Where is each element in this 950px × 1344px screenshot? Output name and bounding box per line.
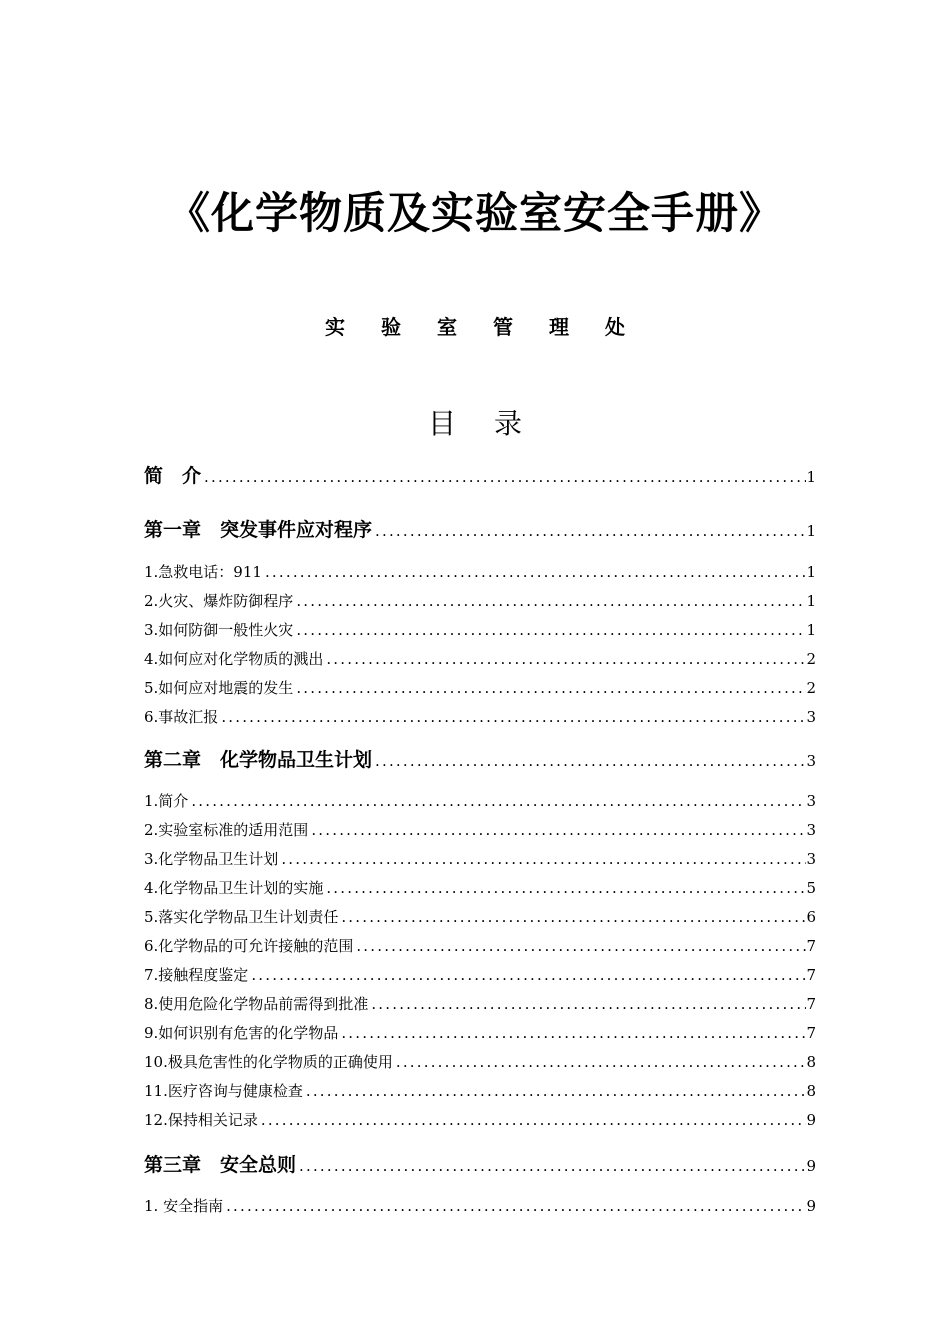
toc-entry-label: 第二章 化学物品卫生计划: [144, 749, 373, 771]
toc-entry-page: 7: [806, 937, 816, 955]
toc-leader-dots: [223, 1193, 806, 1219]
toc-entry-label: 1.简介: [144, 792, 189, 810]
toc-entry[interactable]: [144, 559, 816, 585]
toc-leader-dots: [201, 461, 806, 492]
toc-entry[interactable]: [144, 514, 816, 546]
toc-entry-label: 10.极具危害性的化学物质的正确使用: [144, 1053, 393, 1071]
toc-entry-page: 1: [806, 621, 816, 639]
toc-entry-page: 7: [806, 966, 816, 984]
toc-leader-dots: [258, 1107, 807, 1133]
toc-leader-dots: [338, 1020, 806, 1046]
toc-leader-dots: [393, 1049, 807, 1075]
toc-entry-page: 9: [806, 1111, 816, 1129]
toc-entry-page: 1: [806, 522, 816, 540]
toc-entry[interactable]: [144, 646, 816, 672]
toc-entry-label: 3.化学物品卫生计划: [144, 850, 279, 868]
toc-entry[interactable]: [144, 904, 816, 930]
toc-entry-label: 7.接触程度鉴定: [144, 966, 249, 984]
toc-leader-dots: [338, 904, 806, 930]
issuer-department: 实验室管理处: [325, 315, 661, 339]
toc-entry-page: 5: [806, 879, 816, 897]
toc-entry[interactable]: [144, 962, 816, 988]
toc-leader-dots: [323, 646, 806, 672]
toc-entry-page: 3: [806, 708, 816, 726]
toc-entry-label: 第一章 突发事件应对程序: [144, 519, 373, 541]
toc-leader-dots: [372, 515, 806, 546]
toc-entry-label: 8.使用危险化学物品前需得到批准: [144, 995, 369, 1013]
toc-entry-label: 2.实验室标准的适用范围: [144, 821, 309, 839]
toc-entry-label: 11.医疗咨询与健康检查: [144, 1082, 303, 1100]
toc-entry-label: 6.化学物品的可允许接触的范围: [144, 937, 354, 955]
toc-entry[interactable]: [144, 588, 816, 614]
toc-entry-page: 1: [806, 592, 816, 610]
toc-leader-dots: [293, 588, 806, 614]
toc-entry-label: 简 介: [144, 465, 202, 487]
toc-entry-page: 2: [806, 650, 816, 668]
toc-entry-label: 4.化学物品卫生计划的实施: [144, 879, 324, 897]
toc-leader-dots: [188, 788, 806, 814]
toc-entry[interactable]: [144, 704, 816, 730]
toc-entry-label: 6.事故汇报: [144, 708, 219, 726]
toc-entry[interactable]: [144, 460, 816, 492]
toc-entry-page: 1: [806, 468, 816, 486]
toc-entry[interactable]: [144, 744, 816, 776]
toc-entry-page: 3: [806, 821, 816, 839]
toc-leader-dots: [293, 675, 806, 701]
toc-entry[interactable]: [144, 1107, 816, 1133]
toc-entry-page: 7: [806, 1024, 816, 1042]
toc-entry-label: 5.如何应对地震的发生: [144, 679, 294, 697]
toc-entry[interactable]: [144, 991, 816, 1017]
toc-heading: 目录: [427, 407, 560, 440]
toc-entry-label: 1.急救电话：911: [144, 563, 262, 581]
toc-entry[interactable]: [144, 1020, 816, 1046]
toc-leader-dots: [296, 1150, 806, 1181]
toc-entry-page: 8: [806, 1053, 816, 1071]
toc-entry-label: 5.落实化学物品卫生计划责任: [144, 908, 339, 926]
toc-leader-dots: [368, 991, 806, 1017]
toc-entry-label: 12.保持相关记录: [144, 1111, 258, 1129]
toc-entry[interactable]: [144, 617, 816, 643]
toc-entry-page: 1: [806, 563, 816, 581]
toc-leader-dots: [353, 933, 806, 959]
toc-entry-page: 7: [806, 995, 816, 1013]
toc-leader-dots: [303, 1078, 807, 1104]
toc-entry[interactable]: [144, 933, 816, 959]
toc-entry[interactable]: [144, 1049, 816, 1075]
toc-entry-label: 9.如何识别有危害的化学物品: [144, 1024, 339, 1042]
toc-entry[interactable]: [144, 675, 816, 701]
toc-entry[interactable]: [144, 846, 816, 872]
toc-entry-page: 3: [806, 850, 816, 868]
toc-entry[interactable]: [144, 1193, 816, 1219]
toc-entry-label: 4.如何应对化学物质的溅出: [144, 650, 324, 668]
toc-entry-page: 3: [806, 792, 816, 810]
toc-leader-dots: [218, 704, 806, 730]
toc-leader-dots: [323, 875, 806, 901]
toc-leader-dots: [293, 617, 806, 643]
toc-entry-page: 9: [806, 1157, 816, 1175]
toc-entry-page: 9: [806, 1197, 816, 1215]
toc-leader-dots: [278, 846, 806, 872]
toc-leader-dots: [372, 745, 806, 776]
toc-entry[interactable]: [144, 788, 816, 814]
toc-leader-dots: [308, 817, 806, 843]
toc-entry-label: 第三章 安全总则: [144, 1154, 297, 1176]
toc-leader-dots: [262, 559, 807, 585]
toc-entry-label: 2.火灾、爆炸防御程序: [144, 592, 294, 610]
toc-entry[interactable]: [144, 817, 816, 843]
toc-entry-label: 1. 安全指南: [144, 1197, 224, 1215]
toc-entry[interactable]: [144, 1078, 816, 1104]
toc-entry-label: 3.如何防御一般性火灾: [144, 621, 294, 639]
toc-entry-page: 8: [806, 1082, 816, 1100]
toc-entry[interactable]: [144, 1149, 816, 1181]
toc-entry-page: 2: [806, 679, 816, 697]
document-title: 《化学物质及实验室安全手册》: [167, 189, 783, 239]
toc-leader-dots: [248, 962, 806, 988]
toc-entry[interactable]: [144, 875, 816, 901]
toc-entry-page: 3: [806, 752, 816, 770]
toc-entry-page: 6: [806, 908, 816, 926]
